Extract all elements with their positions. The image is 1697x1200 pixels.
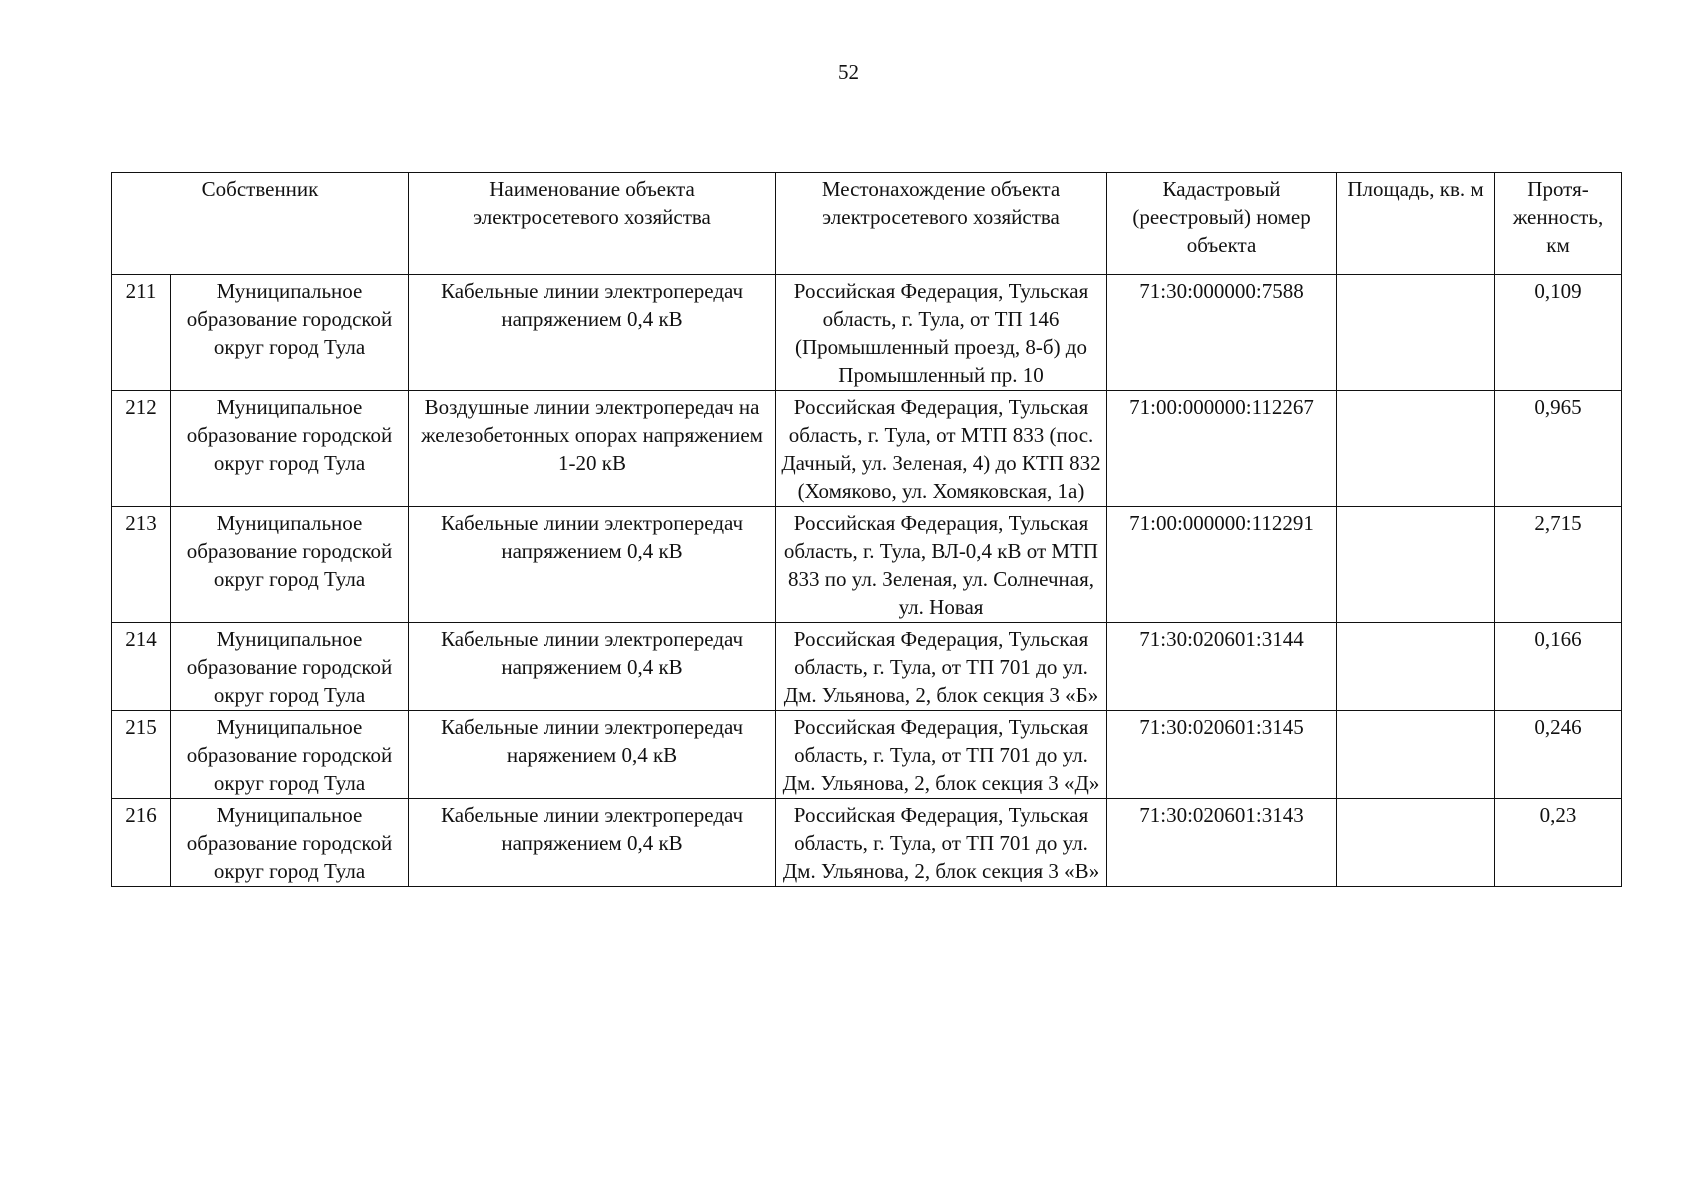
cell-location: Российская Федерация, Тульская область, г. Тула, от ТП 701 до ул. Дм. Ульянова, 2, блок секция 3 «Д» <box>776 711 1107 799</box>
header-location: Местонахождение объекта электросетевого хозяйства <box>776 173 1107 275</box>
header-cadastral: Кадастровый (реестровый) номер объекта <box>1107 173 1337 275</box>
cell-owner: Муниципальное образование городской округ город Тула <box>171 275 409 391</box>
table-row <box>112 391 1622 507</box>
cell-owner: Муниципальное образование городской округ город Тула <box>171 507 409 623</box>
cell-name: Кабельные линии электропередач напряжением 0,4 кВ <box>409 275 776 391</box>
cell-area <box>1337 507 1495 623</box>
cell-name: Кабельные линии электропередач напряжением 0,4 кВ <box>409 799 776 887</box>
cell-num: 212 <box>112 391 171 507</box>
cell-num: 213 <box>112 507 171 623</box>
cell-name: Кабельные линии электропередач наряжением 0,4 кВ <box>409 711 776 799</box>
cell-length: 2,715 <box>1495 507 1622 623</box>
cell-num: 215 <box>112 711 171 799</box>
table-row <box>112 623 1622 711</box>
cell-area <box>1337 799 1495 887</box>
cell-location: Российская Федерация, Тульская область, г. Тула, от ТП 146 (Промышленный проезд, 8-б) до Промышленный пр. 10 <box>776 275 1107 391</box>
cell-length: 0,23 <box>1495 799 1622 887</box>
cell-length: 0,109 <box>1495 275 1622 391</box>
cell-length: 0,166 <box>1495 623 1622 711</box>
cell-cadastral: 71:00:000000:112267 <box>1107 391 1337 507</box>
cell-location: Российская Федерация, Тульская область, г. Тула, от ТП 701 до ул. Дм. Ульянова, 2, блок секция 3 «Б» <box>776 623 1107 711</box>
cell-name: Кабельные линии электропередач напряжением 0,4 кВ <box>409 623 776 711</box>
cell-cadastral: 71:30:020601:3144 <box>1107 623 1337 711</box>
cell-location: Российская Федерация, Тульская область, г. Тула, от ТП 701 до ул. Дм. Ульянова, 2, блок секция 3 «В» <box>776 799 1107 887</box>
cell-owner: Муниципальное образование городской округ город Тула <box>171 391 409 507</box>
table-row <box>112 507 1622 623</box>
table-row <box>112 799 1622 887</box>
cell-name: Кабельные линии электропередач напряжением 0,4 кВ <box>409 507 776 623</box>
cell-cadastral: 71:30:020601:3145 <box>1107 711 1337 799</box>
cell-location: Российская Федерация, Тульская область, г. Тула, ВЛ-0,4 кВ от МТП 833 по ул. Зеленая, ул. Солнечная, ул. Новая <box>776 507 1107 623</box>
page-number: 52 <box>838 60 859 84</box>
cell-area <box>1337 623 1495 711</box>
cell-owner: Муниципальное образование городской округ город Тула <box>171 711 409 799</box>
cell-cadastral: 71:30:020601:3143 <box>1107 799 1337 887</box>
cell-num: 216 <box>112 799 171 887</box>
cell-area <box>1337 711 1495 799</box>
header-name: Наименование объекта электросетевого хозяйства <box>409 173 776 275</box>
cell-name: Воздушные линии электропередач на железобетонных опорах напряжением 1-20 кВ <box>409 391 776 507</box>
cell-length: 0,965 <box>1495 391 1622 507</box>
cell-area <box>1337 391 1495 507</box>
header-area: Площадь, кв. м <box>1337 173 1495 275</box>
cell-num: 211 <box>112 275 171 391</box>
header-owner: Собственник <box>112 173 409 275</box>
table-row <box>112 711 1622 799</box>
cell-area <box>1337 275 1495 391</box>
header-length: Протя-женность, км <box>1495 173 1622 275</box>
registry-table <box>111 172 1622 887</box>
cell-location: Российская Федерация, Тульская область, г. Тула, от МТП 833 (пос. Дачный, ул. Зеленая, 4) до КТП 832 (Хомяково, ул. Хомяковская, 1а) <box>776 391 1107 507</box>
cell-cadastral: 71:00:000000:112291 <box>1107 507 1337 623</box>
cell-owner: Муниципальное образование городской округ город Тула <box>171 623 409 711</box>
cell-length: 0,246 <box>1495 711 1622 799</box>
table-row <box>112 275 1622 391</box>
table-header-row <box>112 173 1622 275</box>
cell-owner: Муниципальное образование городской округ город Тула <box>171 799 409 887</box>
cell-cadastral: 71:30:000000:7588 <box>1107 275 1337 391</box>
cell-num: 214 <box>112 623 171 711</box>
